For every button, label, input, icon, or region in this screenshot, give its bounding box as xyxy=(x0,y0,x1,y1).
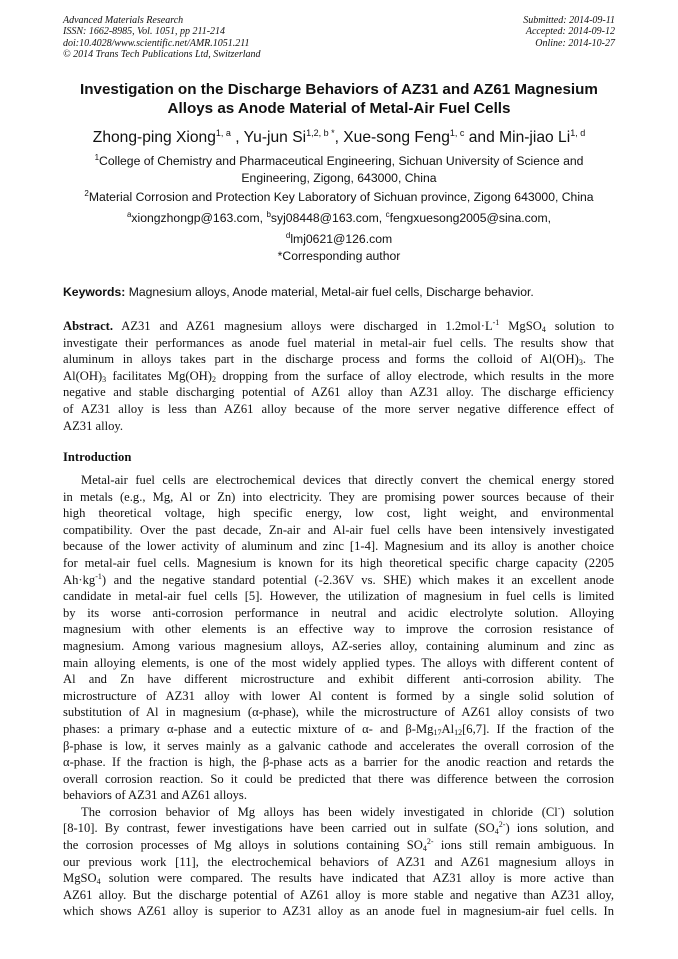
author-affiliation-mark: 1, a xyxy=(215,128,231,138)
author-affiliation-mark: 1,2, b * xyxy=(306,128,335,138)
body-line: Al and Zn have different microstructure and exhibit different anti-corrosion ability. The xyxy=(63,672,614,687)
body-line: compatibility. Over the past decade, Zn-air and Al-air fuel cells have been intensively investigated xyxy=(63,522,614,537)
body-line: MgSO$_4$ solution were compared. The results have indicated that AZ31 alloy is more active than xyxy=(63,871,614,887)
affiliation-2 xyxy=(60,186,618,206)
author-emails xyxy=(60,207,618,227)
introduction-body xyxy=(63,472,614,920)
author-separator: , xyxy=(334,129,344,146)
author-name: Min-jiao Li xyxy=(499,129,571,146)
keywords xyxy=(63,285,534,299)
affiliation-1 xyxy=(60,150,618,186)
keywords-label: Keywords: xyxy=(63,285,126,299)
title-line-2: Alloys as Anode Material of Metal-Air Fuel Cells xyxy=(167,100,511,117)
body-line: main alloying elements, is one of the most widely applied types. The alloys with different content of xyxy=(63,655,614,670)
journal-doi: doi:10.4028/www.scientific.net/AMR.1051.211 xyxy=(63,37,250,49)
body-line: phases: a primary α-phase and a eutectic mixture of α- and $\beta-Mg_{17}Al_{12}[6,7]$. If the fraction of the xyxy=(63,721,614,737)
author-separator: and xyxy=(464,129,500,146)
abstract-line: investigate their performances as anode fuel material in metal-air fuel cells. The results show that xyxy=(63,335,614,350)
body-line: the corrosion processes of Mg alloys in solutions containing $SO_4^{2-}$ ions still remain ambiguous. In xyxy=(63,837,615,854)
email-address[interactable]: lmj0621@126.com xyxy=(290,232,393,246)
email-mark: d xyxy=(285,231,291,240)
author-affiliation-mark: 1, d xyxy=(570,128,586,138)
email-address[interactable]: fengxuesong2005@sina.com, xyxy=(389,211,552,225)
journal-copyright: © 2014 Trans Tech Publications Ltd, Switzerland xyxy=(63,49,261,61)
abstract-label: Abstract. xyxy=(63,319,114,333)
author-name: Xue-song Feng xyxy=(343,129,450,146)
body-line: microstructure of AZ31 alloy with lower Al content is formed by a single solid solution of xyxy=(63,688,614,703)
body-line: β-phase is low, it serves mainly as a galvanic cathode and accelerates the overall corrosion of the xyxy=(63,738,614,753)
email-address[interactable]: syj08448@163.com, xyxy=(270,211,386,225)
email-mark: a xyxy=(126,210,132,219)
accepted-date: Accepted: 2014-09-12 xyxy=(525,26,615,38)
author-name: Yu-jun Si xyxy=(243,129,307,146)
abstract-line: of AZ31 alloy is less than AZ61 alloy because of the more server negative difference effect of xyxy=(63,401,614,416)
corresponding-author-note: *Corresponding author xyxy=(277,249,401,263)
body-line: which shows AZ61 alloy is superior to AZ31 alloy as an anode fuel in magnesium-air fuel cells. In xyxy=(63,904,614,919)
body-line: AZ61 alloy. But the discharge potential of AZ61 alloy is more stable and negative than AZ31 alloy, xyxy=(63,887,614,902)
submitted-date: Submitted: 2014-09-11 xyxy=(523,15,615,26)
abstract-line: Abstract. AZ31 and AZ61 magnesium alloys were discharged in $1.2mol\cdot L^{-1}$ MgSO$_4$ solution to xyxy=(63,318,614,334)
body-line: magnesium. Among various magnesium alloys, AZ-series alloy, containing aluminum and zinc as xyxy=(63,638,614,653)
affiliation-text: College of Chemistry and Pharmaceutical Engineering, Sichuan University of Science and xyxy=(99,154,584,168)
abstract xyxy=(63,318,614,434)
journal-issn: ISSN: 1662-8985, Vol. 1051, pp 211-214 xyxy=(63,26,226,38)
author-affiliation-mark: 1, c xyxy=(449,128,465,138)
abstract-line: negative and stable discharging potential of AZ61 alloy than AZ31 alloy. The discharge efficiency xyxy=(63,385,614,400)
abstract-line: AZ31 alloy. xyxy=(63,418,124,433)
body-line: by its worse anti-corrosion performance in neutral and acidic electrolyte solution. Alloying xyxy=(63,605,614,620)
body-line: The corrosion behavior of Mg alloys has been widely investigated in chloride (Cl-) solution xyxy=(81,803,614,819)
body-line: behaviors of AZ31 and AZ61 alloys. xyxy=(63,788,247,803)
publication-dates xyxy=(523,15,615,49)
journal-name: Advanced Materials Research xyxy=(63,15,184,26)
journal-info xyxy=(63,15,261,61)
body-line: high theoretical voltage, high specific energy, low cost, light weight, and environmental xyxy=(63,506,614,521)
body-line: $Ah\cdot kg^{-1}$) and the negative standard potential (-2.36V vs. SHE) which makes it an excellent anode xyxy=(63,571,614,587)
author-emails-2 xyxy=(60,228,618,248)
affiliation-text: Engineering, Zigong, 643000, China xyxy=(241,170,437,185)
body-line: for metal-air fuel cells. Magnesium is known for its high theoretical specific charge capacity (2205 xyxy=(63,555,614,570)
keywords-text: Magnesium alloys, Anode material, Metal-air fuel cells, Discharge behavior. xyxy=(125,285,534,299)
author-name: Zhong-ping Xiong xyxy=(92,129,216,146)
body-line: our previous work [11], the electrochemical behaviors of AZ31 and AZ61 magnesium alloys in xyxy=(63,854,614,869)
email-mark: c xyxy=(385,210,390,219)
title-line-1: Investigation on the Discharge Behaviors of AZ31 and AZ61 Magnesium xyxy=(80,81,598,98)
affiliation-mark: 2 xyxy=(84,189,89,198)
abstract-line: aluminum in alloys takes part in the discharge process and forms the colloid of $Al(OH)_3$. The xyxy=(63,352,614,368)
email-mark: b xyxy=(266,210,271,219)
body-line: candidate in metal-air fuel cells [5]. However, the utilization of magnesium in fuel cells is limited xyxy=(63,589,614,604)
body-line: substitution of Al in magnesium (α-phase), while the microstructure of AZ61 alloy consists of two xyxy=(63,705,614,720)
affiliation-mark: 1 xyxy=(94,153,100,162)
affiliation-text: Material Corrosion and Protection Key Laboratory of Sichuan province, Zigong 643000, China xyxy=(88,190,594,204)
section-heading-introduction: Introduction xyxy=(63,450,132,464)
paper-title xyxy=(50,80,628,118)
body-line: Metal-air fuel cells are electrochemical devices that directly convert the chemical energy stored xyxy=(81,473,614,487)
body-line: α-phase. If the fraction is high, the β-phase acts as a barrier for the anodic reaction and retards the xyxy=(63,755,614,770)
body-line: in metals (e.g., Mg, Al or Zn) into electricity. They are promising power sources because of their xyxy=(63,489,614,504)
author-separator: , xyxy=(230,129,244,146)
body-line: overall corrosion reaction. So it could be predicted that there was difference between the corrosion xyxy=(63,771,614,786)
online-date: Online: 2014-10-27 xyxy=(535,37,615,49)
body-line: [8-10]. By contrast, fewer investigations have been carried out in sulfate $(SO_4^{2-})$ ions solution, and xyxy=(63,820,614,837)
email-address[interactable]: xiongzhongp@163.com, xyxy=(131,211,267,225)
body-line: magnesium with other elements is an effective way to improve the corrosion resistance of xyxy=(63,622,614,637)
author-list xyxy=(30,123,648,148)
abstract-line: $Al(OH)_3$ facilitates $Mg(OH)_2$ dropping from the surface of alloy electrode, which results in the more xyxy=(63,368,614,384)
body-line: because of the lower activity of aluminum and zinc [1-4]. Magnesium and its alloy is another choice xyxy=(63,539,614,554)
